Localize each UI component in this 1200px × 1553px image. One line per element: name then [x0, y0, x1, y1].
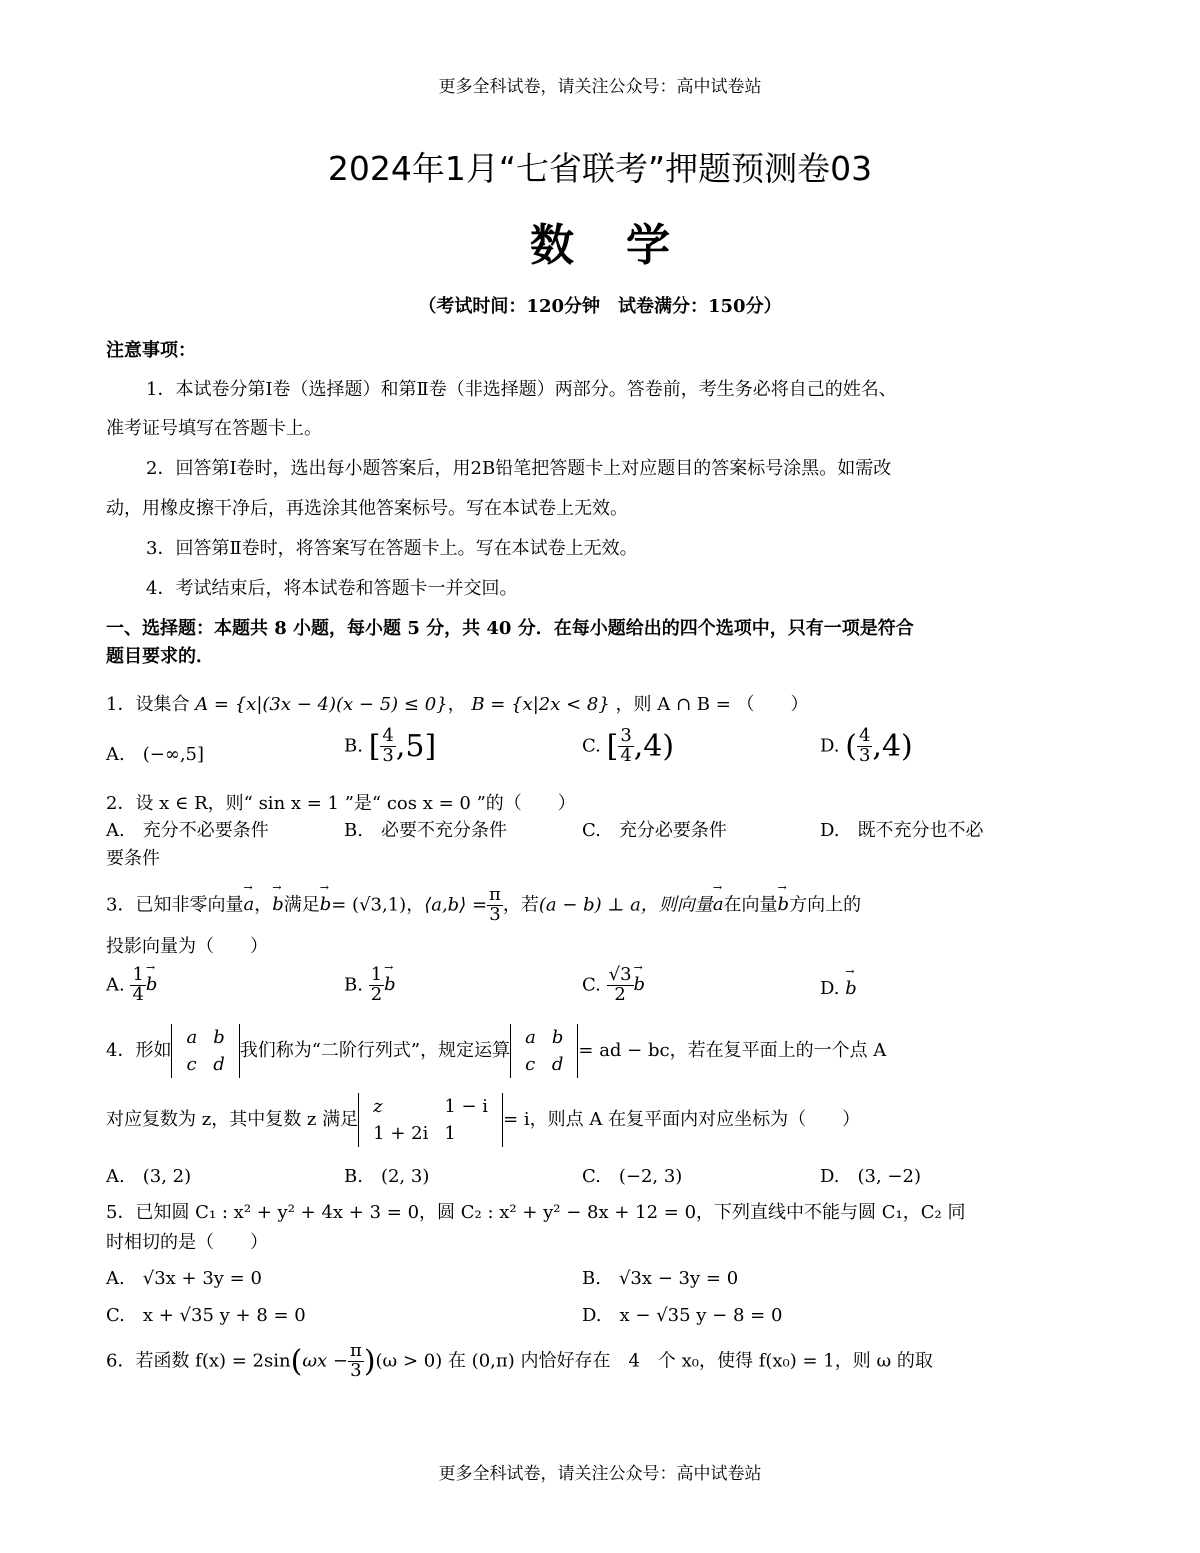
denominator: 2	[370, 983, 383, 1005]
q3-option-a	[106, 966, 157, 1005]
question-1	[106, 690, 1106, 716]
det-cell: a	[525, 1027, 536, 1048]
question-6	[106, 1342, 1106, 1381]
question-3	[106, 886, 1106, 925]
q4-option-d: D. (3, −2)	[820, 1166, 921, 1187]
fraction	[857, 727, 872, 766]
q1-option-c	[582, 727, 674, 766]
det-cell: z	[373, 1096, 383, 1117]
q1-option-b	[344, 727, 436, 766]
denominator: 3	[382, 744, 394, 766]
q2-option-d: D. 既不充分也不必	[820, 820, 984, 841]
section-heading: 一、选择题：本题共 8 小题，每小题 5 分，共 40 分．在每小题给出的四个选项中，只有一项是符合	[106, 618, 914, 639]
q2-option-b: B. 必要不充分条件	[344, 820, 507, 841]
q3-text: ，	[254, 894, 273, 916]
bracket: [	[606, 728, 619, 764]
denominator: 3	[858, 744, 871, 766]
q3-angle: ⟨a,b⟩ =	[424, 894, 488, 916]
det-cell: c	[525, 1054, 536, 1075]
numerator: 1	[370, 964, 383, 985]
fraction	[369, 966, 384, 1005]
denominator: 3	[350, 1359, 362, 1381]
option-label: B.	[344, 974, 363, 996]
q4-text: 我们称为“二阶行列式”，规定运算	[239, 1040, 511, 1061]
q4-option-c: C. (−2, 3)	[582, 1166, 683, 1187]
fraction	[130, 966, 145, 1005]
exam-info: （考试时间：120分钟 试卷满分：150分）	[418, 296, 782, 317]
vector-a: → a	[713, 894, 724, 915]
q3-text: = (√3,1)，	[331, 894, 425, 916]
denominator: 3	[489, 903, 501, 925]
q5-option-b: B. √3x − 3y = 0	[582, 1268, 739, 1289]
determinant	[510, 1024, 578, 1078]
vector-b: → b	[384, 974, 396, 995]
vector-b: → b	[320, 894, 332, 915]
q1-option-a: A. (−∞,5]	[106, 744, 205, 765]
q4-option-a: A. (3, 2)	[106, 1166, 192, 1187]
denominator: 4	[620, 744, 632, 766]
q3-text: 在向量	[723, 894, 778, 916]
q1-suffix: ，则 A ∩ B = （ ）	[615, 694, 809, 715]
subject-title: 数学	[530, 220, 722, 271]
exam-title: 2024年1月“七省联考”押题预测卷03	[327, 149, 873, 188]
q6-text: (ω > 0) 在 (0,π) 内恰好存在 4 个 x₀，使得 f(x₀) = 1，则 ω 的取	[375, 1350, 933, 1372]
q5-option-d: D. x − √35 y − 8 = 0	[582, 1305, 783, 1326]
q2-option-c: C. 充分必要条件	[582, 820, 727, 841]
q5-option-a: A. √3x + 3y = 0	[106, 1268, 262, 1289]
q4-line-2	[106, 1093, 1106, 1147]
bracket: ,4)	[633, 728, 675, 764]
q3-option-d	[820, 978, 857, 999]
determinant	[358, 1093, 503, 1147]
option-label: C.	[582, 974, 601, 996]
q1-prefix: 1．设集合	[106, 694, 190, 715]
q5-option-c: C. x + √35 y + 8 = 0	[106, 1305, 306, 1326]
notice-line: 2．回答第Ⅰ卷时，选出每小题答案后，用2B铅笔把答题卡上对应题目的答案标号涂黑。如需改	[146, 458, 892, 479]
bracket: (	[290, 1343, 303, 1379]
q1-set-b: B = {x|2x < 8}	[471, 694, 610, 715]
q3-option-c	[582, 966, 645, 1005]
det-cell: 1	[444, 1123, 456, 1144]
q3-text: 方向上的	[789, 894, 862, 916]
question-5: 5．已知圆 C₁ : x² + y² + 4x + 3 = 0，圆 C₂ : x² + y² − 8x + 12 = 0，下列直线中不能与圆 C₁，C₂ 同	[106, 1202, 966, 1223]
vector-b: → b	[272, 894, 284, 915]
denominator: 4	[132, 983, 144, 1005]
page-header: 更多全科试卷，请关注公众号：高中试卷站	[438, 77, 762, 97]
option-label: B.	[344, 735, 363, 757]
det-cell: b	[213, 1027, 225, 1048]
bracket: [	[368, 728, 381, 764]
det-cell: 1 + 2i	[373, 1123, 429, 1144]
vector-b: → b	[146, 974, 158, 995]
det-cell: c	[186, 1054, 197, 1075]
q5-line-2: 时相切的是（ ）	[106, 1232, 268, 1253]
notice-line: 4．考试结束后，将本试卷和答题卡一并交回。	[146, 578, 518, 599]
numerator: 4	[382, 725, 394, 746]
q2-option-a: A. 充分不必要条件	[106, 820, 269, 841]
fraction	[348, 1342, 364, 1381]
notice-line: 3．回答第Ⅱ卷时，将答案写在答题卡上。写在本试卷上无效。	[146, 538, 638, 559]
det-cell: d	[213, 1054, 225, 1075]
question-4	[106, 1024, 1106, 1078]
fraction	[380, 727, 395, 766]
vector-b: → b	[845, 978, 857, 999]
numerator: 3	[620, 725, 632, 746]
notice-line: 动，用橡皮擦干净后，再选涂其他答案标号。写在本试卷上无效。	[106, 498, 628, 519]
det-cell: 1 − i	[444, 1096, 489, 1117]
fraction	[607, 966, 634, 1005]
notice-line: 准考证号填写在答题卡上。	[106, 418, 322, 439]
q3-text: 3．已知非零向量	[106, 894, 244, 916]
q4-text: = i，则点 A 在复平面内对应坐标为（ ）	[503, 1109, 861, 1130]
q3-text: ，若	[502, 894, 539, 916]
numerator: π	[349, 1340, 362, 1361]
numerator: π	[489, 884, 501, 905]
section-heading: 题目要求的．	[106, 646, 214, 667]
fraction	[618, 727, 633, 766]
q6-text: ωx −	[302, 1350, 348, 1372]
q4-text: 4．形如	[106, 1040, 172, 1061]
q3-line-2: 投影向量为（ ）	[106, 936, 268, 957]
q4-text: 对应复数为 z，其中复数 z 满足	[106, 1109, 359, 1130]
q1-set-a: A = {x|(3x − 4)(x − 5) ≤ 0}	[195, 694, 448, 715]
q1-option-d	[820, 727, 913, 766]
question-2: 2．设 x ∈ R，则“ sin x = 1 ”是“ cos x = 0 ”的（ ）	[106, 793, 576, 814]
q4-text: = ad − bc，若在复平面上的一个点 A	[578, 1040, 887, 1061]
det-cell: b	[551, 1027, 564, 1048]
det-cell: d	[551, 1054, 564, 1075]
q3-text: (a − b) ⊥ a，则向量	[538, 894, 713, 916]
option-label: A.	[106, 974, 125, 996]
bracket: )	[363, 1343, 376, 1379]
fraction	[487, 886, 503, 925]
numerator: 4	[858, 725, 871, 746]
option-label: C.	[582, 735, 601, 757]
notice-heading: 注意事项：	[106, 340, 196, 361]
numerator: 1	[132, 964, 144, 985]
bracket: ,4)	[872, 728, 913, 764]
numerator: √3	[608, 964, 632, 985]
q3-option-b	[344, 966, 396, 1005]
notice-line: 1．本试卷分第Ⅰ卷（选择题）和第Ⅱ卷（非选择题）两部分。答卷前，考生务必将自己的姓名、	[146, 379, 897, 400]
page-footer: 更多全科试卷，请关注公众号：高中试卷站	[438, 1464, 762, 1484]
vector-b: → b	[634, 974, 646, 995]
vector-a: → a	[243, 894, 254, 915]
bracket: ,5]	[395, 728, 437, 764]
q3-text: 满足	[283, 894, 320, 916]
q2-option-d-cont: 要条件	[106, 848, 160, 869]
denominator: 2	[614, 983, 626, 1005]
option-label: D.	[820, 735, 840, 757]
bracket: (	[845, 728, 857, 764]
q6-text: 6．若函数 f(x) = 2sin	[106, 1350, 291, 1372]
q1-sep: ，	[447, 694, 466, 715]
vector-b: → b	[778, 894, 790, 915]
determinant	[171, 1024, 239, 1078]
option-label: D.	[820, 978, 840, 999]
q4-option-b: B. (2, 3)	[344, 1166, 430, 1187]
det-cell: a	[186, 1027, 198, 1048]
